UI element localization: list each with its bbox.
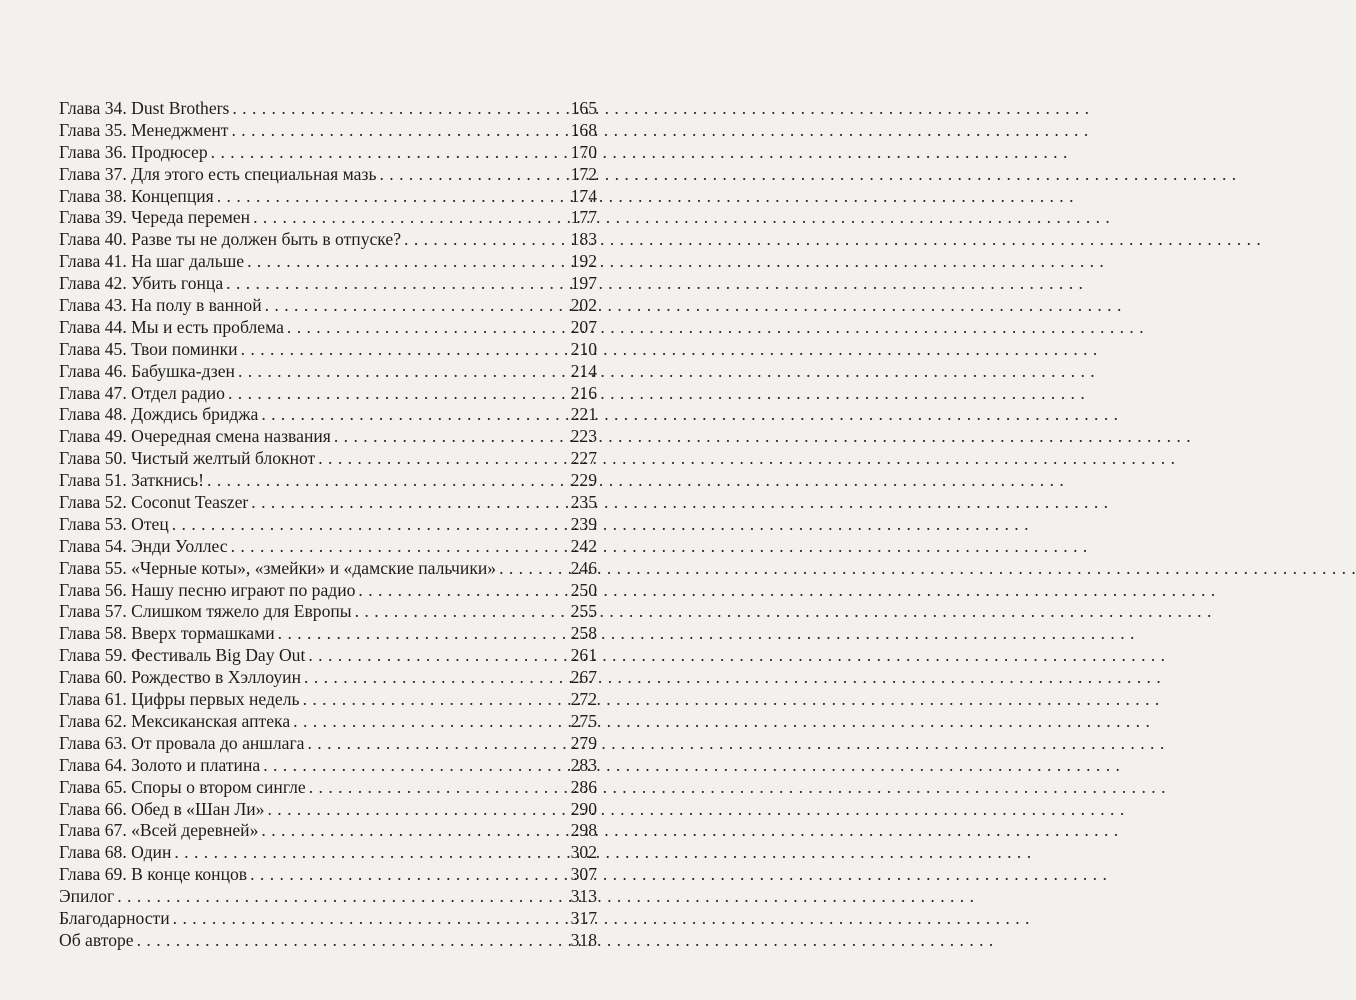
toc-entry bbox=[59, 864, 597, 886]
dot-leader bbox=[318, 448, 568, 470]
toc-entry-page: 197 bbox=[570, 273, 597, 294]
toc-entry bbox=[59, 842, 597, 864]
toc-entry-page: 307 bbox=[570, 864, 597, 885]
toc-entry-title: Глава 48. Дождись бриджа bbox=[59, 404, 259, 425]
dot-leader bbox=[304, 667, 569, 689]
dot-leader bbox=[287, 317, 569, 339]
toc-entry-title: Благодарности bbox=[59, 907, 170, 928]
toc-entry bbox=[59, 886, 597, 908]
toc-entry-page: 317 bbox=[570, 907, 597, 928]
dot-leader bbox=[250, 864, 568, 886]
toc-entry bbox=[59, 207, 597, 229]
toc-entry bbox=[59, 142, 597, 164]
toc-entry-page: 302 bbox=[570, 842, 597, 863]
toc-entry bbox=[59, 667, 597, 689]
toc-entry-title: Глава 37. Для этого есть специальная мазь bbox=[59, 163, 377, 184]
toc-entry-title: Глава 54. Энди Уоллес bbox=[59, 535, 228, 556]
toc-entry-title: Глава 63. От провала до аншлага bbox=[59, 732, 305, 753]
toc-entry-title: Об авторе bbox=[59, 929, 134, 950]
toc-entry-page: 242 bbox=[570, 535, 597, 556]
toc-entry bbox=[59, 601, 597, 623]
toc-entry-title: Глава 49. Очередная смена названия bbox=[59, 426, 331, 447]
toc-entry-title: Глава 61. Цифры первых недель bbox=[59, 689, 300, 710]
toc-entry-title: Глава 42. Убить гонца bbox=[59, 273, 224, 294]
toc-entry-page: 210 bbox=[570, 338, 597, 359]
toc-entry-page: 192 bbox=[570, 251, 597, 272]
toc-entry-page: 227 bbox=[570, 448, 597, 469]
toc-entry bbox=[59, 361, 597, 383]
toc-entry-title: Глава 50. Чистый желтый блокнот bbox=[59, 448, 316, 469]
toc-entry-title: Глава 56. Нашу песню играют по радио bbox=[59, 579, 356, 600]
dot-leader bbox=[334, 426, 569, 448]
toc-entry bbox=[59, 908, 597, 930]
dot-leader bbox=[226, 273, 568, 295]
toc-entry bbox=[59, 755, 597, 777]
dot-leader bbox=[358, 580, 568, 602]
toc-entry bbox=[59, 777, 597, 799]
toc-entry bbox=[59, 251, 597, 273]
toc-entry bbox=[59, 536, 597, 558]
toc-entry-title: Глава 58. Вверх тормашками bbox=[59, 623, 275, 644]
toc-entry-title: Глава 40. Разве ты не должен быть в отпуске? bbox=[59, 229, 402, 250]
book-page bbox=[0, 0, 652, 1000]
toc-entry-page: 290 bbox=[570, 798, 597, 819]
dot-leader bbox=[278, 623, 569, 645]
toc-entry bbox=[59, 273, 597, 295]
toc-entry-page: 313 bbox=[570, 886, 597, 907]
dot-leader bbox=[231, 536, 569, 558]
toc-entry bbox=[59, 820, 597, 842]
toc-entry-title: Глава 53. Отец bbox=[59, 513, 169, 534]
dot-leader bbox=[173, 908, 569, 930]
toc-entry bbox=[59, 580, 597, 602]
toc-entry-page: 235 bbox=[570, 492, 597, 513]
toc-entry-page: 216 bbox=[570, 382, 597, 403]
toc-entry bbox=[59, 120, 597, 142]
toc-entry-title: Глава 60. Рождество в Хэллоуин bbox=[59, 667, 302, 688]
dot-leader bbox=[261, 820, 568, 842]
toc-entry-title: Глава 45. Твои поминки bbox=[59, 338, 238, 359]
dot-leader bbox=[293, 711, 568, 733]
toc-entry-page: 165 bbox=[570, 98, 597, 118]
dot-leader bbox=[207, 470, 569, 492]
toc-entry bbox=[59, 98, 597, 120]
toc-entry bbox=[59, 186, 597, 208]
toc-entry bbox=[59, 448, 597, 470]
dot-leader bbox=[308, 645, 568, 667]
table-of-contents bbox=[59, 98, 597, 952]
toc-entry bbox=[59, 799, 597, 821]
toc-entry-title: Глава 46. Бабушка-дзен bbox=[59, 360, 235, 381]
dot-leader bbox=[238, 361, 569, 383]
dot-leader bbox=[265, 295, 569, 317]
toc-entry bbox=[59, 426, 597, 448]
dot-leader bbox=[117, 886, 568, 908]
toc-entry-title: Глава 64. Золото и платина bbox=[59, 754, 261, 775]
dot-leader bbox=[253, 207, 569, 229]
toc-entry-title: Эпилог bbox=[59, 886, 115, 907]
toc-entry-page: 183 bbox=[570, 229, 597, 250]
toc-entry-title: Глава 36. Продюсер bbox=[59, 141, 208, 162]
toc-entry bbox=[59, 558, 597, 580]
toc-entry-title: Глава 52. Coconut Teaszer bbox=[59, 492, 249, 513]
toc-entry bbox=[59, 470, 597, 492]
toc-entry-page: 255 bbox=[570, 601, 597, 622]
toc-entry-page: 221 bbox=[570, 404, 597, 425]
toc-entry-page: 174 bbox=[570, 185, 597, 206]
toc-entry-page: 272 bbox=[570, 689, 597, 710]
toc-entry-page: 250 bbox=[570, 579, 597, 600]
toc-entry bbox=[59, 404, 597, 426]
toc-entry-title: Глава 59. Фестиваль Big Day Out bbox=[59, 645, 306, 666]
toc-entry-page: 172 bbox=[570, 163, 597, 184]
toc-entry-page: 246 bbox=[570, 557, 597, 578]
toc-entry bbox=[59, 711, 597, 733]
toc-entry-page: 223 bbox=[570, 426, 597, 447]
toc-entry-page: 279 bbox=[570, 732, 597, 753]
toc-entry-page: 207 bbox=[570, 316, 597, 337]
dot-leader bbox=[267, 799, 568, 821]
dot-leader bbox=[379, 164, 568, 186]
dot-leader bbox=[137, 930, 569, 952]
toc-entry-page: 168 bbox=[570, 119, 597, 140]
toc-entry-title: Глава 68. Один bbox=[59, 842, 172, 863]
toc-entry-title: Глава 38. Концепция bbox=[59, 185, 214, 206]
toc-entry-page: 298 bbox=[570, 820, 597, 841]
toc-entry-title: Глава 44. Мы и есть проблема bbox=[59, 316, 284, 337]
toc-entry-title: Глава 47. Отдел радио bbox=[59, 382, 225, 403]
toc-entry bbox=[59, 514, 597, 536]
dot-leader bbox=[261, 404, 568, 426]
toc-entry-title: Глава 62. Мексиканская аптека bbox=[59, 710, 291, 731]
toc-entry bbox=[59, 383, 597, 405]
toc-entry bbox=[59, 623, 597, 645]
dot-leader bbox=[231, 120, 568, 142]
dot-leader bbox=[247, 251, 569, 273]
dot-leader bbox=[309, 777, 569, 799]
dot-leader bbox=[232, 98, 568, 120]
dot-leader bbox=[174, 842, 568, 864]
dot-leader bbox=[241, 339, 569, 361]
toc-entry-page: 214 bbox=[570, 360, 597, 381]
toc-entry-page: 318 bbox=[570, 929, 597, 950]
dot-leader bbox=[211, 142, 569, 164]
toc-entry bbox=[59, 317, 597, 339]
dot-leader bbox=[499, 558, 569, 580]
toc-entry-title: Глава 35. Менеджмент bbox=[59, 119, 229, 140]
toc-entry-page: 258 bbox=[570, 623, 597, 644]
dot-leader bbox=[251, 492, 568, 514]
toc-entry-page: 229 bbox=[570, 470, 597, 491]
toc-entry bbox=[59, 229, 597, 251]
toc-entry bbox=[59, 733, 597, 755]
toc-entry-title: Глава 65. Споры о втором сингле bbox=[59, 776, 306, 797]
dot-leader bbox=[172, 514, 569, 536]
toc-entry-title: Глава 34. Dust Brothers bbox=[59, 98, 230, 118]
toc-entry-page: 261 bbox=[570, 645, 597, 666]
toc-entry-page: 170 bbox=[570, 141, 597, 162]
dot-leader bbox=[355, 601, 569, 623]
toc-entry-page: 239 bbox=[570, 513, 597, 534]
toc-entry-page: 267 bbox=[570, 667, 597, 688]
dot-leader bbox=[404, 229, 569, 251]
toc-entry-title: Глава 43. На полу в ванной bbox=[59, 295, 262, 316]
toc-entry-page: 202 bbox=[570, 295, 597, 316]
toc-entry bbox=[59, 339, 597, 361]
toc-entry bbox=[59, 295, 597, 317]
toc-entry-title: Глава 51. Заткнись! bbox=[59, 470, 205, 491]
dot-leader bbox=[303, 689, 569, 711]
dot-leader bbox=[217, 186, 569, 208]
toc-entry-page: 286 bbox=[570, 776, 597, 797]
toc-entry-page: 177 bbox=[570, 207, 597, 228]
toc-entry-title: Глава 67. «Всей деревней» bbox=[59, 820, 259, 841]
dot-leader bbox=[228, 383, 569, 405]
toc-entry-page: 283 bbox=[570, 754, 597, 775]
toc-entry-title: Глава 69. В конце концов bbox=[59, 864, 248, 885]
toc-entry bbox=[59, 492, 597, 514]
toc-entry bbox=[59, 164, 597, 186]
dot-leader bbox=[263, 755, 568, 777]
dot-leader bbox=[307, 733, 568, 755]
toc-entry-title: Глава 39. Череда перемен bbox=[59, 207, 251, 228]
toc-entry-page: 275 bbox=[570, 710, 597, 731]
toc-entry-title: Глава 57. Слишком тяжело для Европы bbox=[59, 601, 352, 622]
toc-entry-title: Глава 41. На шаг дальше bbox=[59, 251, 245, 272]
toc-entry-title: Глава 66. Обед в «Шан Ли» bbox=[59, 798, 265, 819]
toc-entry bbox=[59, 930, 597, 952]
toc-entry-title: Глава 55. «Черные коты», «змейки» и «дамские пальчики» bbox=[59, 557, 497, 578]
toc-entry bbox=[59, 645, 597, 667]
toc-entry bbox=[59, 689, 597, 711]
